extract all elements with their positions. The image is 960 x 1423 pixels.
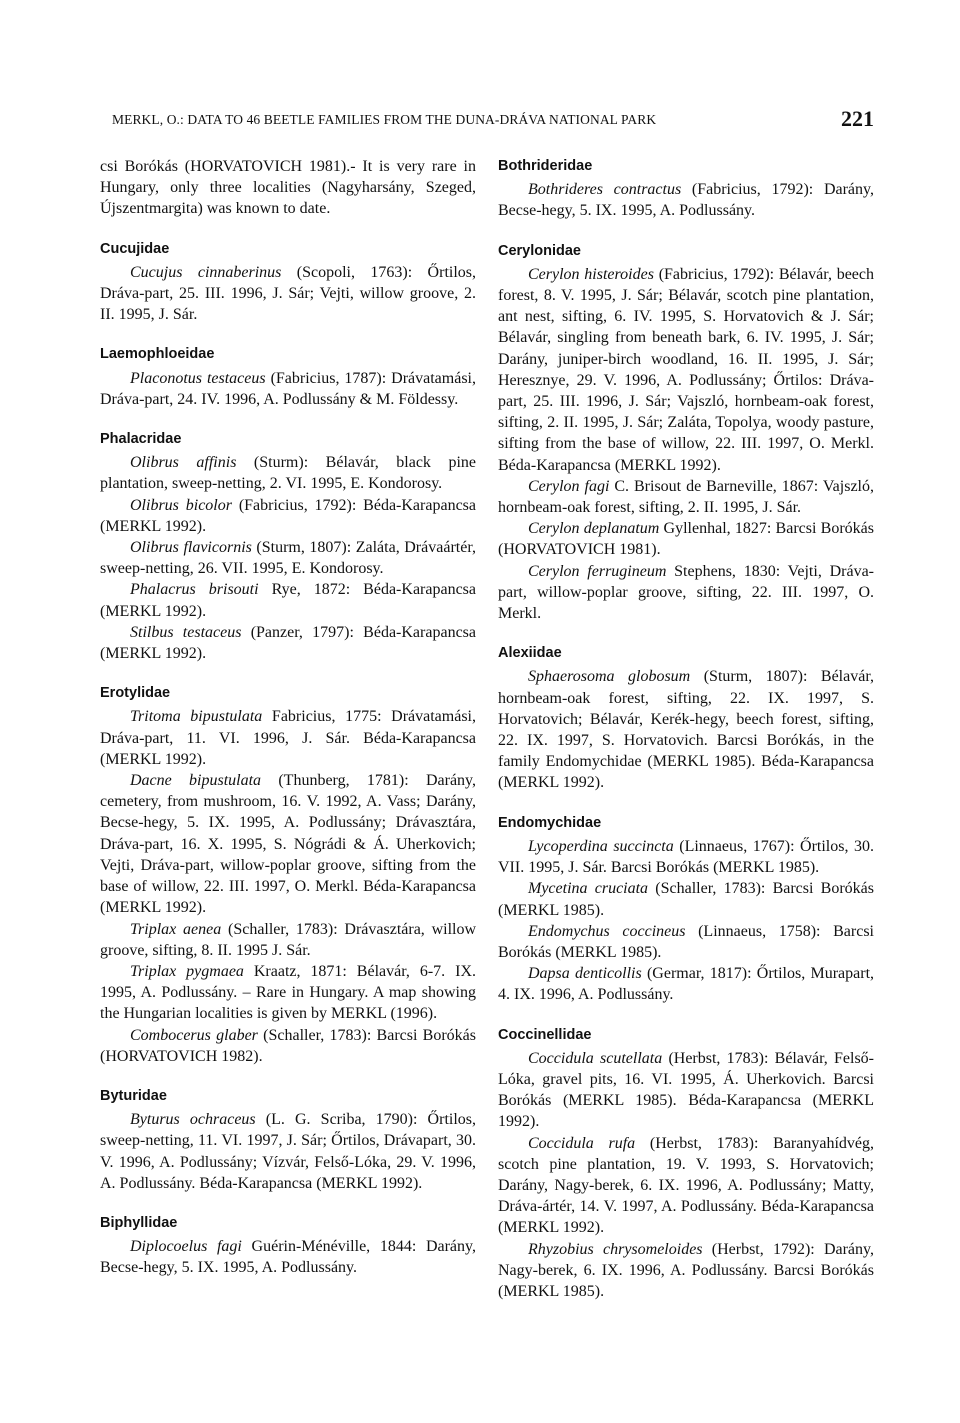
species-name: Byturus ochraceus (130, 1111, 256, 1129)
record-text: (Panzer, 1797): Béda-Karapancsa (MERKL 1992). (100, 623, 476, 663)
species-record (100, 262, 476, 326)
species-record (100, 1025, 476, 1067)
species-name: Stilbus testaceus (130, 623, 242, 641)
right-column (498, 156, 874, 1302)
right-family-list (498, 156, 874, 1302)
running-title: MERKL, O.: DATA TO 46 BEETLE FAMILIES FROM THE DUNA-DRÁVA NATIONAL PARK (112, 112, 657, 127)
continuation-paragraph: csi Borókás (HORVATOVICH 1981).- It is very rare in Hungary, only three localities (Nagyharsány, Szeged, Újszentmargita) was known to date. (100, 158, 476, 218)
species-name: Phalacrus brisouti (130, 581, 259, 599)
species-record (498, 963, 874, 1005)
species-name: Tritoma bipustulata (130, 708, 263, 726)
species-record (498, 476, 874, 518)
record-text: (Linnaeus, 1758): Barcsi Borókás (MERKL 1985). (498, 922, 874, 961)
species-name: Coccidula scutellata (528, 1049, 663, 1067)
species-name: Triplax aenea (130, 920, 222, 938)
species-record (100, 1109, 476, 1194)
species-record (498, 518, 874, 560)
species-name: Placonotus testaceus (130, 369, 266, 387)
page-number: 221 (841, 106, 874, 131)
species-record (498, 1048, 874, 1133)
record-text: (Fabricius, 1792): Béda-Karapancsa (MERKL 1992). (100, 496, 476, 535)
species-record (100, 706, 476, 770)
species-name: Olibrus flavicornis (130, 539, 252, 557)
record-text: (Thunberg, 1781): Darány, cemetery, from mushroom, 16. V. 1992, A. Vass; Darány, Becse-hegy, 5. IX. 1995, A. Podlussány; Drávasztára, Dráva-part, 16. X. 1995, S. Nógrádi & Á. Uherkovich; Vejti, Dráva-part, willow-poplar groove, sifting from the base of willow, 22. III. 1997, O. Merkl. Béda-Karapancsa (MERKL 1992). (100, 772, 477, 917)
species-record (100, 368, 476, 410)
record-text: (Schaller, 1783): Barcsi Borókás (MERKL 1985). (498, 880, 874, 919)
species-record (100, 452, 476, 494)
record-text: Gyllenhal, 1827: Barcsi Borókás (HORVATOVICH 1981). (498, 520, 874, 559)
species-name: Combocerus glaber (130, 1026, 258, 1044)
family-heading: Coccinellidae (498, 1026, 592, 1043)
record-text: Kraatz, 1871: Bélavár, 6-7. IX. 1995, A. Podlussány. – Rare in Hungary. A map showing the Hungarian localities is given by MERKL (1996). (100, 962, 476, 1023)
record-text: (Herbst, 1783): Bélavár, Felső-Lóka, gravel pits, 16. VI. 1995, Á. Uherkovich. Barcsi Borókás (MERKL 1985). Béda-Karapancsa (MERKL 1992). (498, 1049, 874, 1131)
record-text: (Sturm, 1807): Zaláta, Drávaártér, sweep-netting, 26. VII. 1995, E. Kondorosy. (100, 539, 477, 578)
family-heading: Alexiidae (498, 645, 562, 662)
record-text: Guérin-Ménéville, 1844: Darány, Becse-hegy, 5. IX. 1995, A. Podlussány. (100, 1238, 476, 1277)
species-record (498, 878, 874, 920)
species-record (498, 179, 874, 221)
species-name: Olibrus affinis (130, 454, 237, 472)
record-text: (L. G. Scriba, 1790): Őrtilos, sweep-netting, 11. VI. 1997, J. Sár; Őrtilos, Drávapart, 30. V. 1996, A. Podlussány; Vízvár, Felső-Lóka, 29. V. 1996, A. Podlussány. Béda-Karapancsa (MERKL 1992). (100, 1111, 477, 1192)
species-name: Cucujus cinnaberinus (130, 263, 282, 281)
left-family-list (100, 239, 476, 1279)
species-name: Cerylon histeroides (528, 265, 654, 283)
species-name: Mycetina cruciata (528, 880, 649, 898)
species-record (498, 921, 874, 963)
record-text: Fabricius, 1775: Drávatamási, Dráva-part, 11. VI. 1996, J. Sár. Béda-Karapancsa (MERKL 1992). (100, 708, 476, 768)
species-record (100, 770, 476, 918)
record-text: (Sturm, 1807): Bélavár, hornbeam-oak forest, sifting, 22. IX. 1997, S. Horvatovich; Bélavár, Kerék-hegy, beech forest, sifting, 22. IX. 1997, S. Horvatovich. Barcsi Borókás, in the family Endomychidae (MERKL 1985). Béda-Karapancsa (MERKL 1992). (498, 668, 875, 792)
record-text: (Scopoli, 1763): Őrtilos, Dráva-part, 25. III. 1996, J. Sár; Vejti, willow groove, 2. II. 1995, J. Sár. (100, 263, 476, 324)
species-record (100, 919, 476, 961)
record-text: (Fabricius, 1787): Drávatamási, Dráva-part, 24. IV. 1996, A. Podlussány & M. Földessy. (100, 369, 477, 408)
left-column (100, 156, 476, 1279)
species-name: Sphaerosoma globosum (528, 668, 691, 686)
species-name: Olibrus bicolor (130, 496, 232, 514)
family-heading: Endomychidae (498, 814, 602, 831)
species-record (498, 1133, 874, 1239)
record-text: (Linnaeus, 1767): Őrtilos, 30. VII. 1995, J. Sár. Barcsi Borókás (MERKL 1985). (498, 837, 874, 877)
species-name: Lycoperdina succincta (528, 837, 674, 855)
species-name: Coccidula rufa (528, 1134, 636, 1152)
species-record (498, 666, 874, 793)
species-record (100, 495, 476, 537)
record-text: Rye, 1872: Béda-Karapancsa (MERKL 1992). (100, 581, 476, 620)
species-record (100, 622, 476, 664)
record-text: (Fabricius, 1792): Darány, Becse-hegy, 5. IX. 1995, A. Podlussány. (498, 181, 874, 220)
species-name: Cerylon ferrugineum (528, 562, 667, 580)
species-name: Dacne bipustulata (130, 772, 262, 790)
species-name: Cerylon deplanatum (528, 520, 660, 538)
family-heading: Bothrideridae (498, 158, 593, 174)
record-text: (Schaller, 1783): Barcsi Borókás (HORVATOVICH 1982). (100, 1026, 476, 1065)
species-record (100, 961, 476, 1025)
family-heading: Laemophloeidae (100, 346, 215, 363)
record-text: (Herbst, 1783): Baranyahídvég, scotch pine plantation, 19. V. 1993, S. Horvatovich; Darány, Nagy-berek, 6. IX. 1996, A. Podlussány; Matty, Dráva-ártér, 14. V. 1997, A. Podlussány. Béda-Karapancsa (MERKL 1992). (498, 1134, 875, 1237)
species-record (498, 561, 874, 625)
species-record (498, 1239, 874, 1303)
species-record (100, 1236, 476, 1278)
record-text: (Germar, 1817): Őrtilos, Murapart, 4. IX. 1996, A. Podlussány. (498, 965, 875, 1004)
family-heading: Byturidae (100, 1087, 167, 1104)
species-name: Bothrideres contractus (528, 181, 682, 199)
record-text: (Herbst, 1792): Darány, Nagy-berek, 6. IX. 1996, A. Podlussány. Barcsi Borókás (MERKL 1985). (498, 1240, 874, 1300)
page-header (100, 106, 874, 140)
species-record (100, 579, 476, 621)
family-heading: Erotylidae (100, 685, 171, 702)
record-text: Stephens, 1830: Vejti, Dráva-part, willow-poplar groove, sifting, 22. III. 1997, O. Merkl. (498, 562, 874, 623)
species-name: Endomychus coccineus (528, 922, 686, 940)
family-heading: Cerylonidae (498, 242, 581, 259)
species-record (100, 537, 476, 579)
family-heading: Cucujidae (100, 240, 170, 257)
species-name: Dapsa denticollis (528, 965, 642, 983)
species-name: Cerylon fagi (528, 477, 610, 495)
species-name: Triplax pygmaea (130, 962, 244, 980)
record-text: (Schaller, 1783): Drávasztára, willow groove, sifting, 8. II. 1995 J. Sár. (100, 920, 477, 959)
species-name: Rhyzobius chrysomeloides (528, 1240, 703, 1258)
species-name: Diplocoelus fagi (130, 1238, 242, 1256)
family-heading: Phalacridae (100, 431, 182, 448)
record-text: (Fabricius, 1792): Bélavár, beech forest, 8. V. 1995, J. Sár; Bélavár, scotch pine plantation, ant nest, sifting, 6. IV. 1995, S. Horvatovich & J. Sár; Bélavár, singling from beneath bark, 6. IV. 1995, J. Sár; Darány, juniper-birch woodland, 16. II. 1995, J. Sár; Heresznye, 29. V. 1996, A. Podlussány; Őrtilos: Dráva-part, 25. III. 1996, J. Sár; Vajszló, hornbeam-oak forest, sifting, 2. II. 1995, J. Sár; Zaláta, Topolya, woody pasture, sifting from the base of willow, 22. III. 1997, O. Merkl. Béda-Karapancsa (MERKL 1992). (498, 265, 875, 474)
record-text: (Sturm): Bélavár, black pine plantation, sweep-netting, 2. VI. 1995, E. Kondorosy. (100, 454, 476, 493)
species-record (498, 836, 874, 878)
species-record (498, 264, 874, 476)
family-heading: Biphyllidae (100, 1214, 178, 1231)
record-text: C. Brisout de Barneville, 1867: Vajszló, hornbeam-oak forest, sifting, 2. II. 1995, J. Sár. (498, 477, 874, 517)
